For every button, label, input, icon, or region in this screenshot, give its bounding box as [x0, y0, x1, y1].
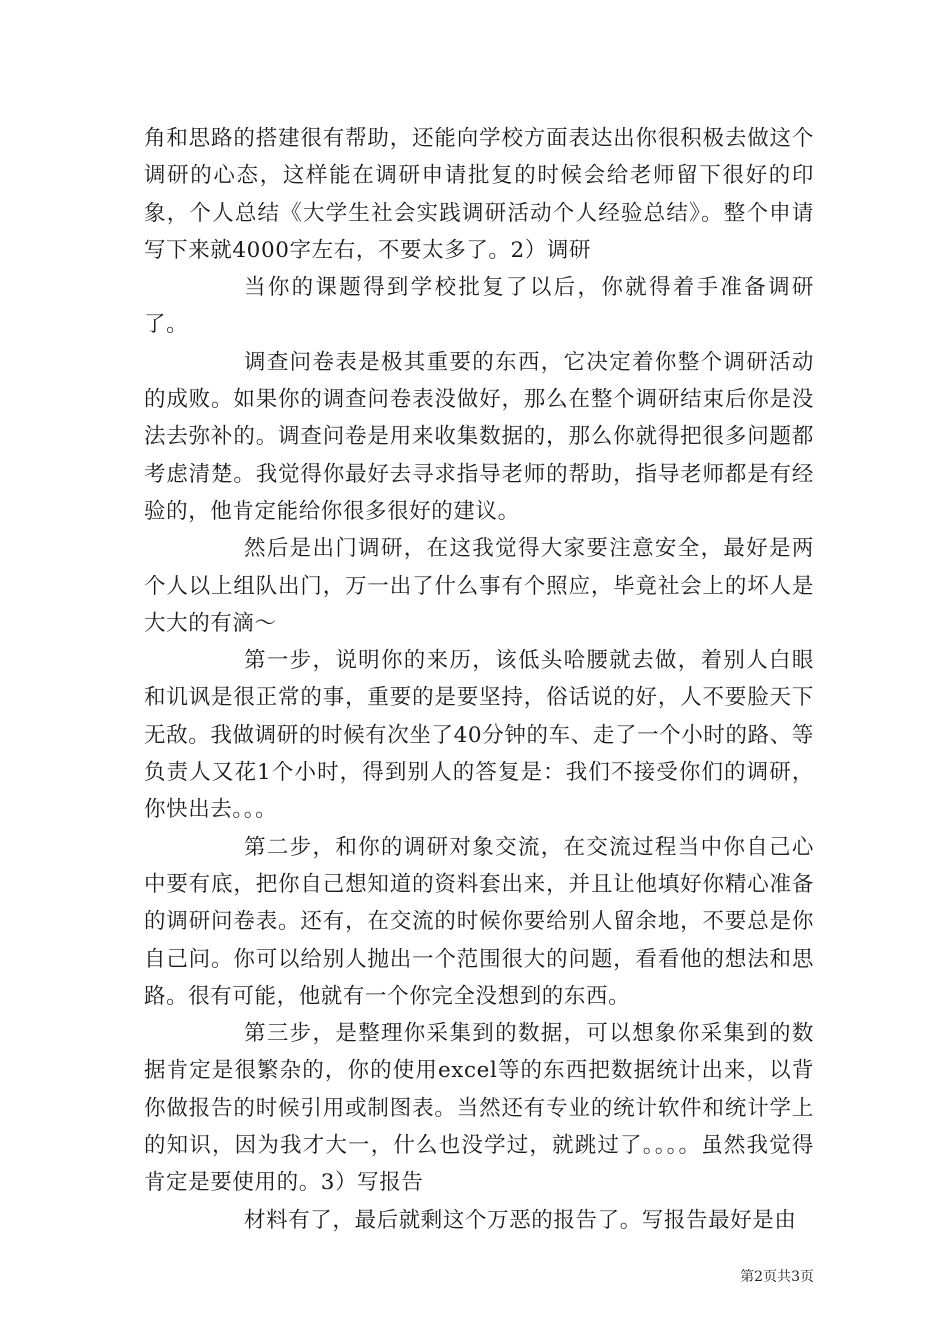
paragraph-7: 第三步，是整理你采集到的数据，可以想象你采集到的数据肯定是很繁杂的，你的使用excel等的东西把数据统计出来，以背你做报告的时候引用或制图表。当然还有专业的统计软件和统计学上的知识，因为我才大一，什么也没学过，就跳过了。。。。虽然我觉得肯定是要使用的。3）写报告 [144, 1021, 814, 1196]
paragraph-2: 当你的课题得到学校批复了以后，你就得着手准备调研了。 [144, 275, 814, 338]
paragraph-4: 然后是出门调研，在这我觉得大家要注意安全，最好是两个人以上组队出门，万一出了什么事有个照应，毕竟社会上的坏人是大大的有滴～ [144, 536, 814, 636]
paragraph-1: 角和思路的搭建很有帮助，还能向学校方面表达出你很积极去做这个调研的心态，这样能在调研申请批复的时候会给老师留下很好的印象，个人总结《大学生社会实践调研活动个人经验总结》。整个申请写下来就4000字左右，不要太多了。2）调研 [144, 126, 814, 263]
paragraph-3: 调查问卷表是极其重要的东西，它决定着你整个调研活动的成败。如果你的调查问卷表没做好，那么在整个调研结束后你是没法去弥补的。调查问卷是用来收集数据的，那么你就得把很多问题都考虑清楚。我觉得你最好去寻求指导老师的帮助，指导老师都是有经验的，他肯定能给你很多很好的建议。 [144, 349, 814, 524]
document-body [144, 120, 814, 1239]
paragraph-8: 材料有了，最后就剩这个万恶的报告了。写报告最好是由 [244, 1207, 797, 1233]
paragraph-6: 第二步，和你的调研对象交流，在交流过程当中你自己心中要有底，把你自己想知道的资料套出来，并且让他填好你精心准备的调研问卷表。还有，在交流的时候你要给别人留余地，不要总是你自己问。你可以给别人抛出一个范围很大的问题，看看他的想法和思路。很有可能，他就有一个你完全没想到的东西。 [144, 834, 814, 1009]
page-number-footer: 第2页共3页 [740, 1269, 814, 1285]
paragraph-5: 第一步，说明你的来历，该低头哈腰就去做，着别人白眼和讥讽是很正常的事，重要的是要坚持，俗话说的好，人不要脸天下无敌。我做调研的时候有次坐了40分钟的车、走了一个小时的路、等负责人又花1个小时，得到别人的答复是：我们不接受你们的调研，你快出去。。。 [144, 648, 814, 823]
